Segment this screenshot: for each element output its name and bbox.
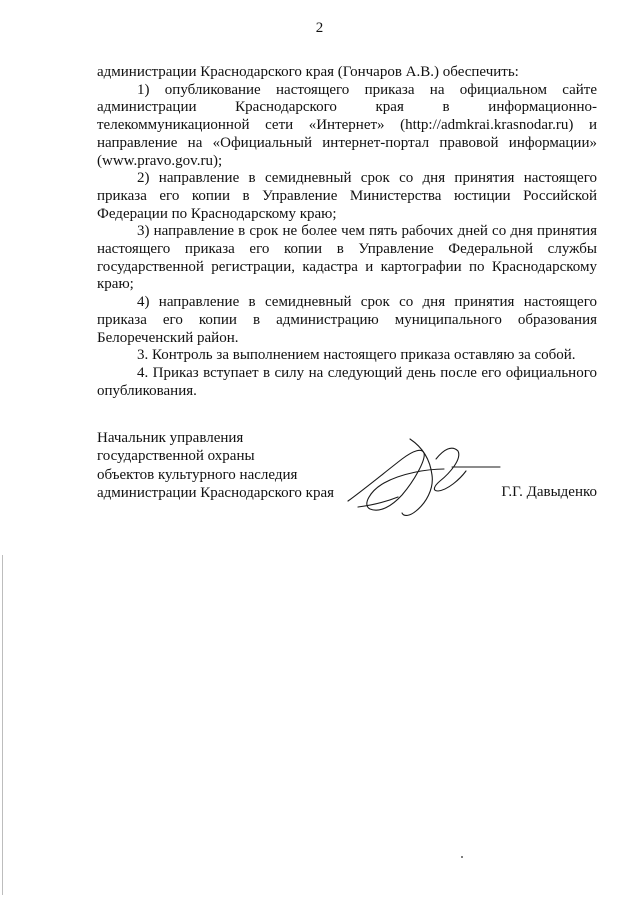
paragraph-item-2: 2) направление в семидневный срок со дня принятия настоящего приказа его копии в Управление Министерства юстиции Российской Федерации по Краснодарскому краю; — [97, 170, 597, 222]
position-line: объектов культурного наследия — [97, 466, 298, 483]
position-line: Начальник управления — [97, 430, 244, 446]
paragraph-item-4: 4) направление в семидневный срок со дня принятия настоящего приказа его копии в администрацию муниципального образования Белореченский район. — [97, 294, 597, 346]
page-number: 2 — [315, 20, 324, 36]
scan-speck — [461, 856, 463, 858]
paragraph-item-3: 3) направление в срок не более чем пять рабочих дней со дня принятия настоящего приказа его копии в Управление Федеральной службы государственной регистрации, кадастра и картографии по Краснодарскому краю; — [97, 223, 597, 293]
paragraph-intro: администрации Краснодарского края (Гончаров А.В.) обеспечить: — [97, 64, 519, 80]
paragraph-clause-3: 3. Контроль за выполнением настоящего приказа оставляю за собой. — [137, 347, 576, 364]
scan-edge-divider — [2, 555, 3, 895]
handwritten-signature — [340, 433, 510, 523]
paragraph-clause-4: 4. Приказ вступает в силу на следующий день после его официального опубликования. — [97, 364, 597, 399]
position-line: государственной охраны — [97, 448, 255, 465]
signer-name: Г.Г. Давыденко — [501, 484, 597, 500]
position-line: администрации Краснодарского края — [97, 485, 335, 502]
paragraph-item-1: 1) опубликование настоящего приказа на официальном сайте администрации Краснодарского края в информационно-телекоммуникационной сети «Интернет» (http://admkrai.krasnodar.ru) и направление на «Официальный интернет-портал правовой информации» (www.pravo.gov.ru); — [97, 81, 597, 169]
document-body — [97, 64, 597, 400]
signatory-position — [97, 429, 334, 503]
